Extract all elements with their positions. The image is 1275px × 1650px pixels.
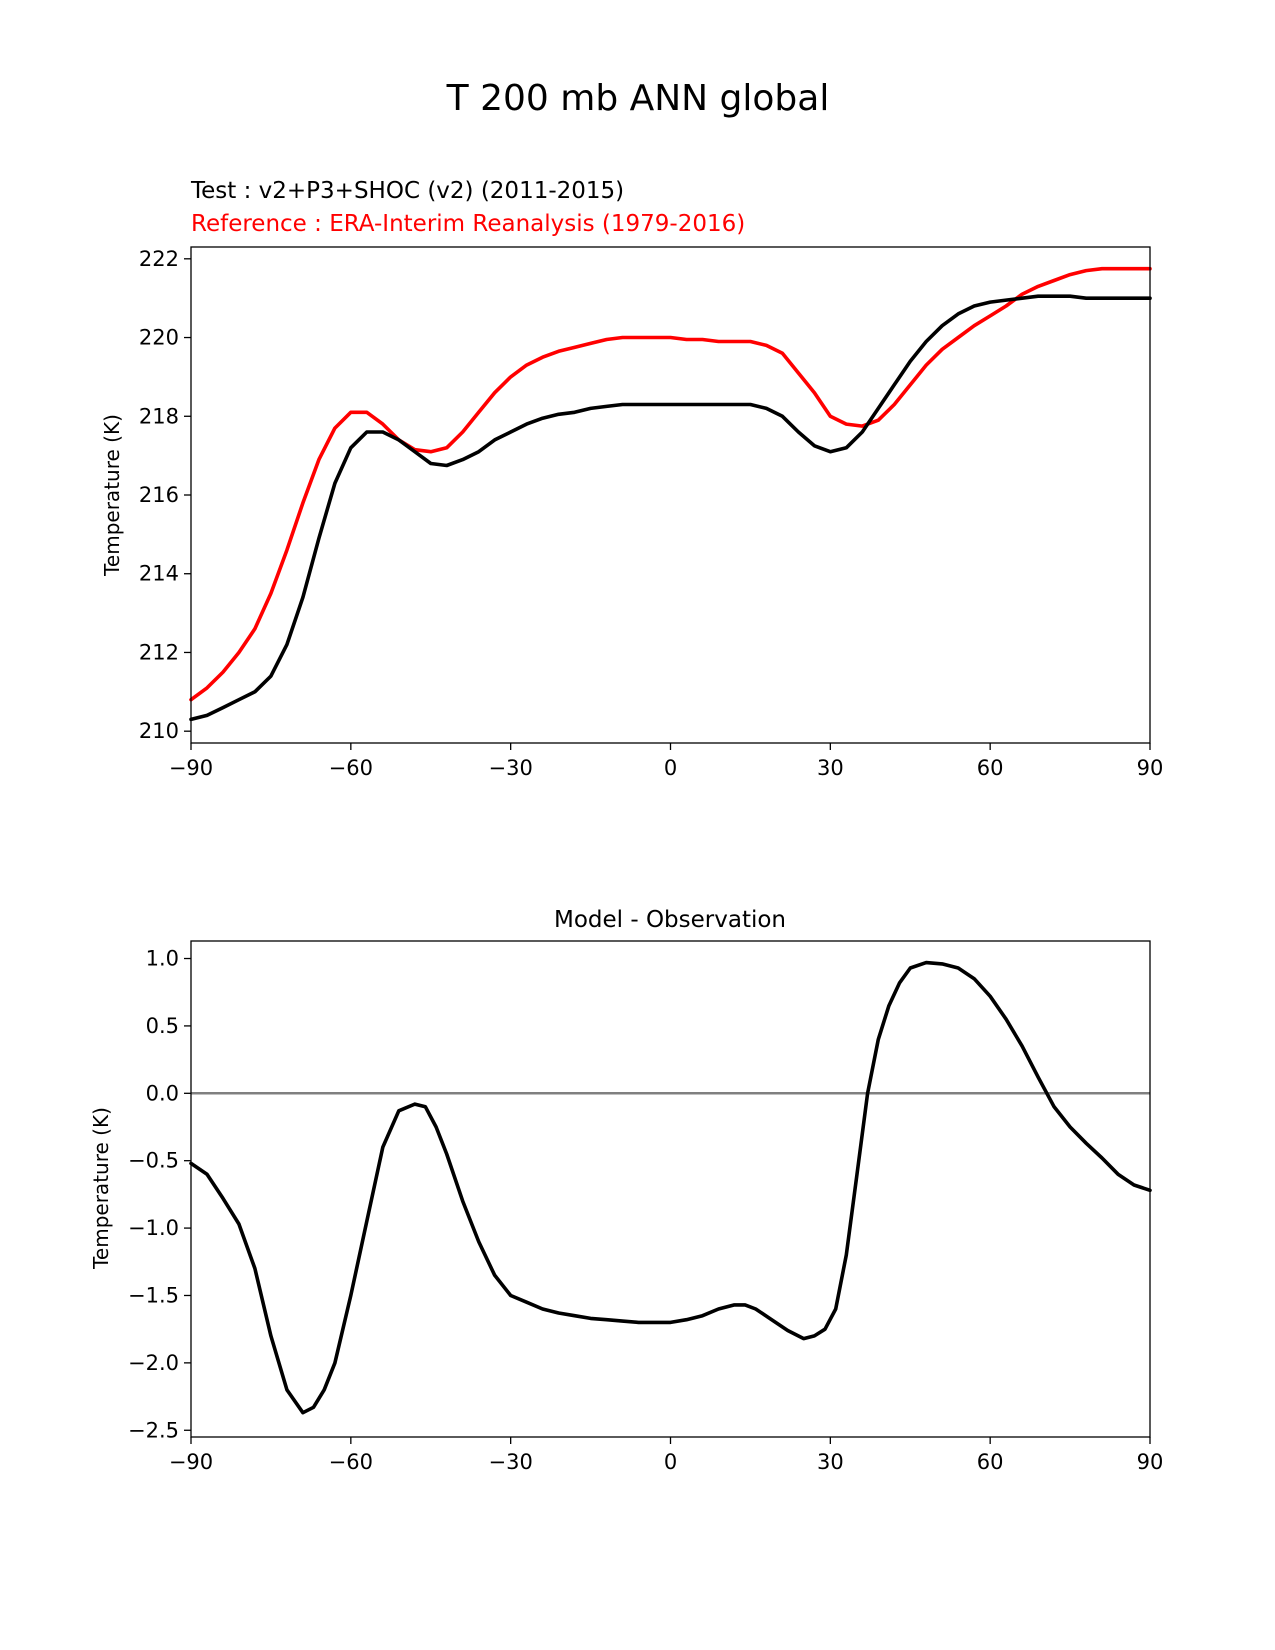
top-panel [100,178,1163,780]
top-y-tick-label: 218 [138,404,179,429]
top-plot-marks [139,247,1163,780]
top-y-tick-label: 216 [138,483,179,507]
top-x-tick-label: 0 [663,756,678,780]
bottom-x-tick-label: 0 [663,1450,678,1474]
top-y-tick-label: 222 [138,246,179,271]
top-x-tick-label: −30 [488,756,533,780]
bottom-x-tick-label: −30 [488,1450,533,1474]
bottom-y-tick-label: −2.0 [128,1350,179,1375]
top-plot-frame [191,247,1150,743]
top-x-tick-label: 30 [816,756,844,780]
top-y-tick-label: 210 [138,719,179,744]
top-x-tick-label: −60 [328,756,373,780]
top-y-tick-label: 214 [138,561,179,586]
reference-label: Reference : ERA-Interim Reanalysis (1979-2016) [191,211,746,237]
top-x-tick-label: 90 [1136,756,1164,780]
bottom-plot-marks [128,947,1163,1474]
top-x-tick-label: −90 [168,756,214,780]
bottom-x-tick-label: 30 [816,1450,844,1474]
bottom-y-tick-label: 0.0 [145,1081,179,1106]
bottom-panel [89,907,1163,1474]
bottom-y-tick-label: −1.5 [128,1283,179,1308]
top-y-tick-label: 212 [138,640,179,665]
bottom-y-tick-label: −1.0 [128,1216,179,1241]
bottom-x-tick-label: 60 [976,1450,1004,1474]
top-y-tick-label: 220 [138,325,179,350]
figure-title: T 200 mb ANN global [446,78,830,119]
bottom-difference-line [191,963,1150,1413]
bottom-y-tick-label: 0.5 [145,1013,179,1038]
bottom-y-tick-label: 1.0 [145,946,179,971]
bottom-x-tick-label: −60 [328,1450,373,1474]
top-y-axis-label: Temperature (K) [100,414,124,576]
bottom-y-tick-label: −0.5 [128,1148,179,1173]
bottom-x-tick-label: −90 [168,1450,214,1474]
top-x-tick-label: 60 [976,756,1004,780]
bottom-y-tick-label: −2.5 [128,1418,179,1443]
bottom-y-axis-label: Temperature (K) [89,1107,113,1269]
bottom-title: Model - Observation [553,907,787,933]
top-test-line [191,296,1150,719]
test-label: Test : v2+P3+SHOC (v2) (2011-2015) [191,178,625,204]
bottom-x-tick-label: 90 [1136,1450,1164,1474]
